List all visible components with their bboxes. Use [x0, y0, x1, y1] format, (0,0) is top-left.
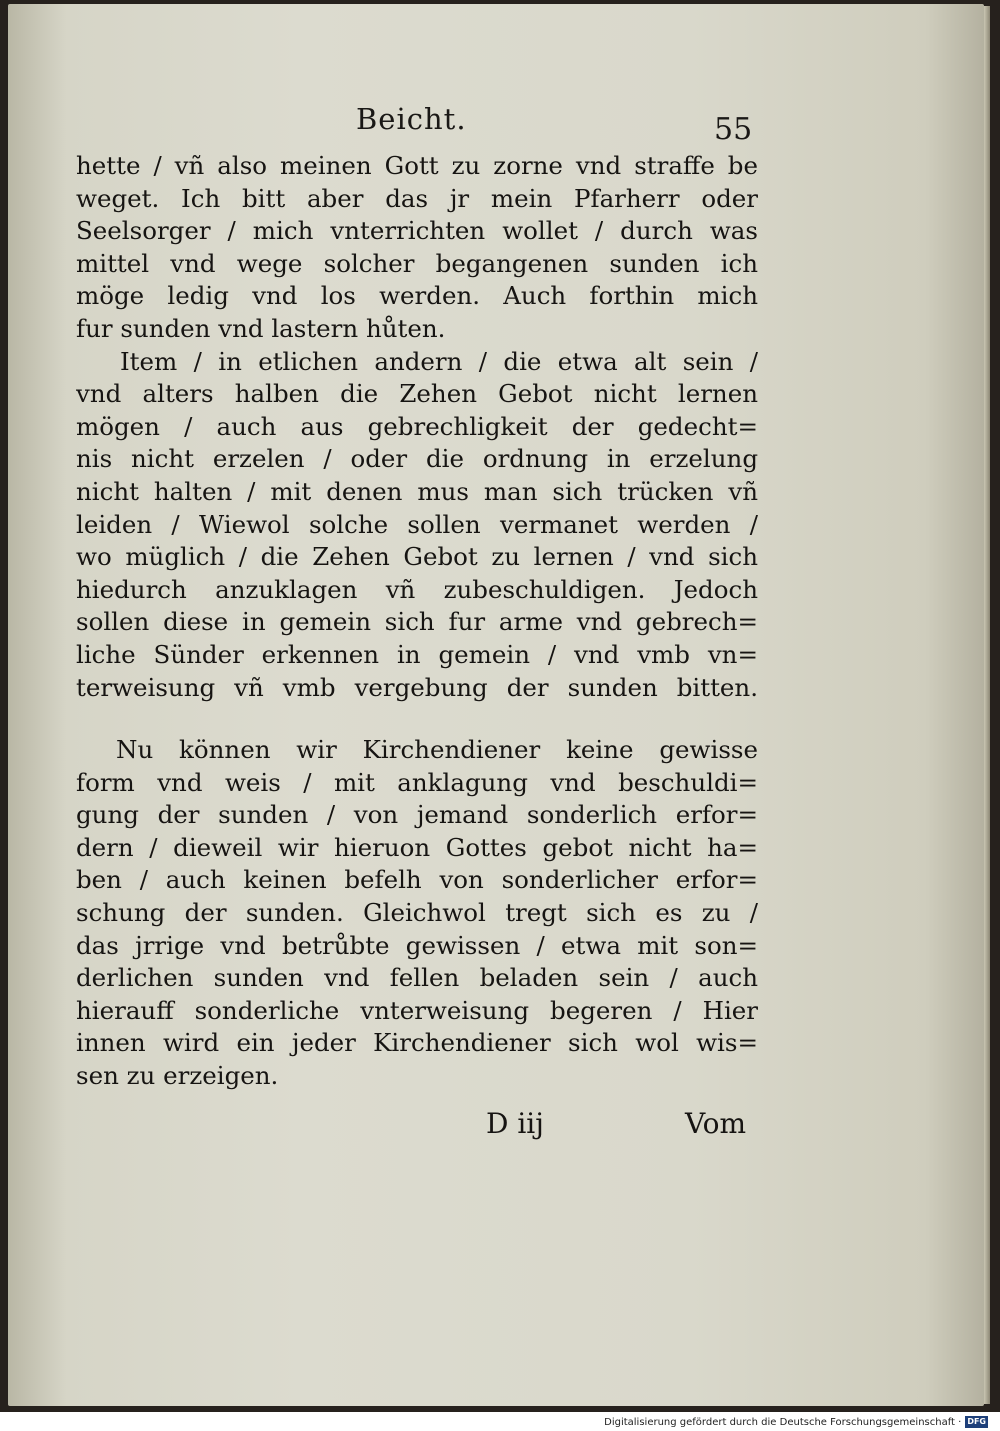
text-line: das jrrige vnd betrůbte gewissen / etwa mit son= — [76, 930, 758, 960]
dfg-logo-icon: DFG — [967, 1417, 986, 1426]
page-edge — [984, 6, 990, 1404]
text-line: fur sunden vnd lastern hůten. — [76, 313, 446, 343]
text-line: derlichen sunden vnd fellen beladen sein / auch — [76, 963, 758, 993]
paragraph-gap — [76, 704, 758, 734]
text-line: schung der sunden. Gleichwol tregt sich es zu / — [76, 898, 758, 928]
text-line: leiden / Wiewol solche sollen vermanet werden / — [76, 509, 758, 539]
text-line: wo müglich / die Zehen Gebot zu lernen / vnd sich — [76, 542, 758, 572]
text-line: nis nicht erzelen / oder die ordnung in erzelung — [76, 444, 758, 474]
text-line: vnd alters halben die Zehen Gebot nicht lernen — [76, 379, 758, 409]
text-line: weget. Ich bitt aber das jr mein Pfarherr oder — [76, 183, 758, 213]
running-head: Beicht. — [356, 102, 467, 136]
text-block — [76, 150, 758, 1093]
signature-mark: D iij — [486, 1107, 544, 1140]
text-line: mögen / auch aus gebrechligkeit der gedecht= — [76, 411, 758, 441]
paragraph — [76, 346, 758, 705]
paragraph — [76, 150, 758, 346]
paragraph — [76, 734, 758, 1093]
text-line: hierauff sonderliche vnterweisung begeren / Hier — [76, 995, 758, 1025]
text-line: dern / dieweil wir hieruon Gottes gebot nicht ha= — [76, 832, 758, 862]
text-line: mittel vnd wege solcher begangenen sunden ich — [76, 248, 758, 278]
signature-catchword-row — [486, 1107, 746, 1147]
text-line: terweisung vñ vmb vergebung der sunden bitten. — [76, 672, 758, 702]
text-line: form vnd weis / mit anklagung vnd beschuldi= — [76, 767, 758, 797]
text-line: sollen diese in gemein sich fur arme vnd gebrech= — [76, 607, 758, 637]
text-line: hette / vñ also meinen Gott zu zorne vnd straffe be — [76, 151, 758, 180]
text-line: möge ledig vnd los werden. Auch forthin mich — [76, 281, 758, 311]
text-line: Seelsorger / mich vnterrichten wollet / durch was — [76, 216, 758, 246]
text-line: ben / auch keinen befelh von sonderlicher erfor= — [76, 865, 758, 895]
text-line: innen wird ein jeder Kirchendiener sich wol wis= — [76, 1028, 758, 1058]
text-line: gung der sunden / von jemand sonderlich erfor= — [76, 800, 758, 830]
text-line: hiedurch anzuklagen vñ zubeschuldigen. Jedoch — [76, 574, 758, 604]
funding-credit: Digitalisierung gefördert durch die Deutsche Forschungsgemeinschaft · — [604, 1416, 962, 1428]
text-line: sen zu erzeigen. — [76, 1061, 279, 1091]
page-number: 55 — [714, 112, 753, 147]
text-line: Item / in etlichen andern / die etwa alt sein / — [120, 346, 758, 376]
catchword: Vom — [684, 1107, 746, 1140]
text-line: liche Sünder erkennen in gemein / vnd vmb vn= — [76, 639, 758, 669]
text-line: nicht halten / mit denen mus man sich trücken vñ — [76, 476, 758, 506]
digitization-footer — [604, 1416, 988, 1428]
text-line: Nu können wir Kirchendiener keine gewisse — [116, 735, 758, 765]
